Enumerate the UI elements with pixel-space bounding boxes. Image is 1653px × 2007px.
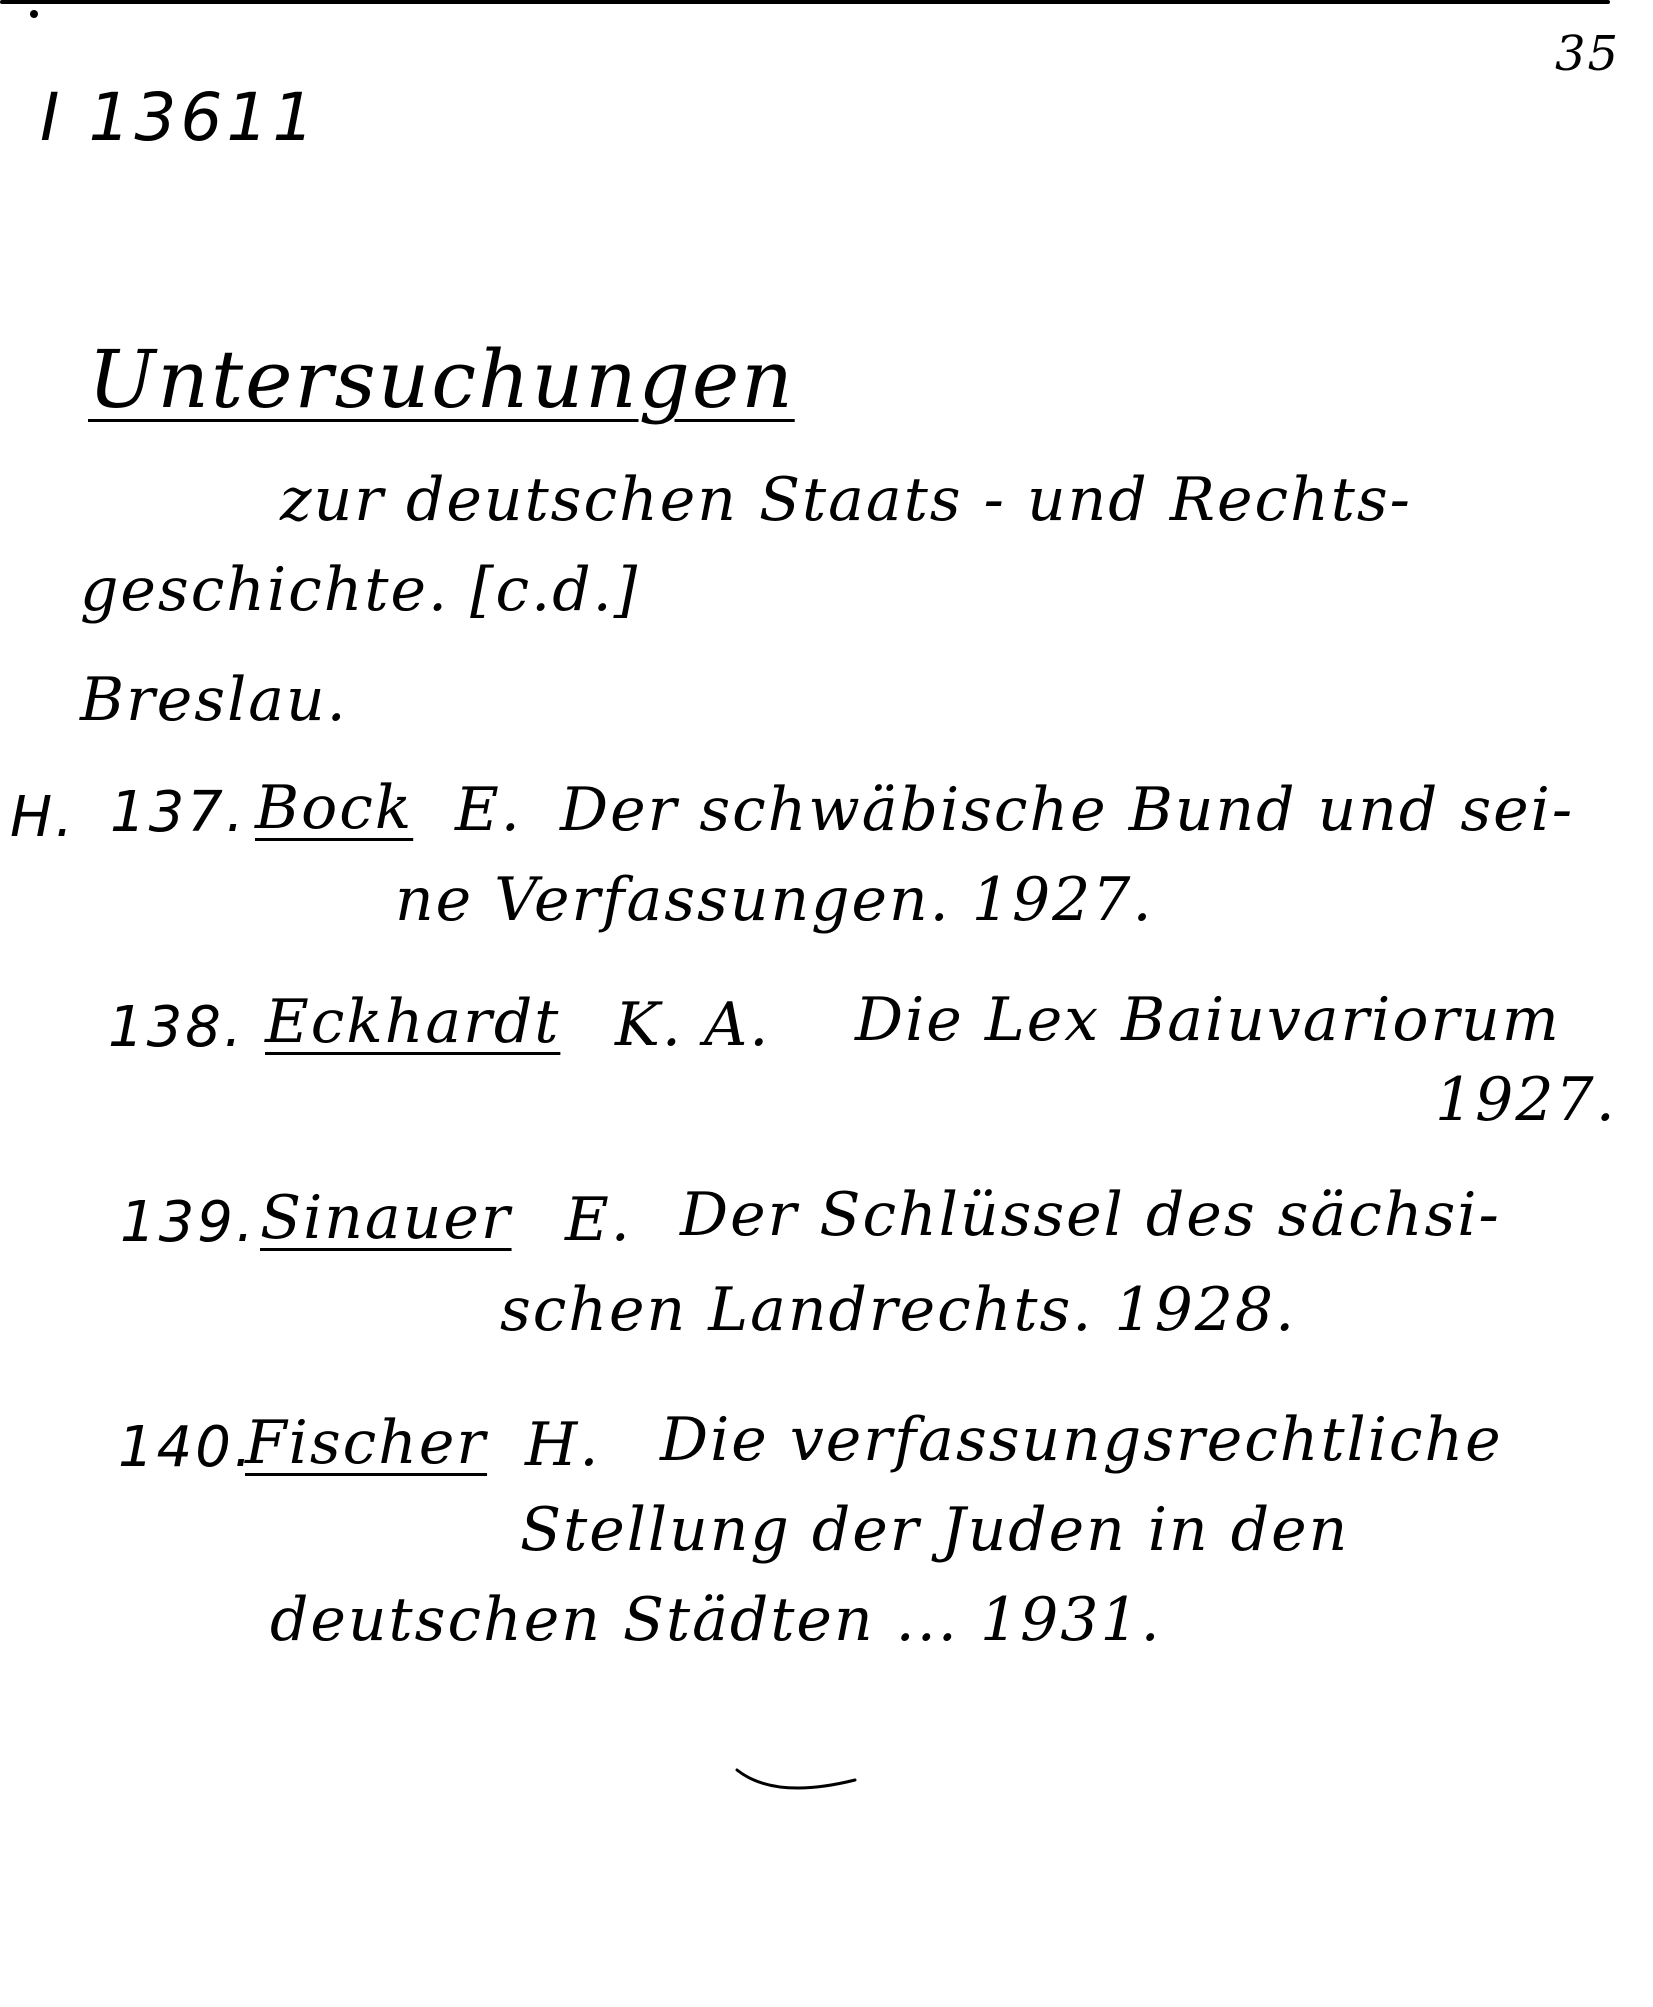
series-line-2: geschichte. [c.d.] xyxy=(80,555,640,625)
entry-number: 140. xyxy=(118,1415,255,1480)
entry-title-line-3: deutschen Städten ... 1931. xyxy=(270,1585,1162,1655)
ink-dot xyxy=(30,10,38,18)
entry-number: 138. xyxy=(108,995,245,1060)
ink-flourish xyxy=(735,1760,865,1800)
place-of-publication: Breslau. xyxy=(80,665,348,735)
entry-initial: E. xyxy=(455,775,522,845)
entry-title-line-2: schen Landrechts. 1928. xyxy=(500,1275,1297,1345)
entry-initial: H. xyxy=(525,1410,601,1480)
entry-title-line-2: 1927. xyxy=(1435,1065,1617,1135)
series-line-1: zur deutschen Staats - und Rechts- xyxy=(280,465,1412,535)
entry-title-line-2: ne Verfassungen. 1927. xyxy=(395,865,1154,935)
entry-title-line-1: Die verfassungsrechtliche xyxy=(660,1405,1503,1475)
shelf-prefix: H. xyxy=(10,785,76,850)
card-top-border xyxy=(0,0,1610,4)
entry-title-line-1: Die Lex Baiuvariorum xyxy=(855,985,1561,1055)
entry-author: Bock xyxy=(255,773,414,843)
entry-initial: K. A. xyxy=(615,990,771,1060)
series-title: Untersuchungen xyxy=(88,333,795,426)
entry-author: Sinauer xyxy=(260,1183,512,1253)
entry-number: 139. xyxy=(120,1190,257,1255)
entry-author: Fischer xyxy=(245,1408,488,1478)
entry-author: Eckhardt xyxy=(265,987,561,1057)
entry-title-line-2: Stellung der Juden in den xyxy=(520,1495,1350,1565)
call-number: I 13611 xyxy=(40,79,319,156)
entry-title-line-1: Der schwäbische Bund und sei- xyxy=(560,775,1575,845)
entry-number: 137. xyxy=(110,780,247,845)
entry-initial: E. xyxy=(565,1185,632,1255)
page-number: 35 xyxy=(1555,26,1621,82)
entry-title-line-1: Der Schlüssel des sächsi- xyxy=(680,1180,1501,1250)
